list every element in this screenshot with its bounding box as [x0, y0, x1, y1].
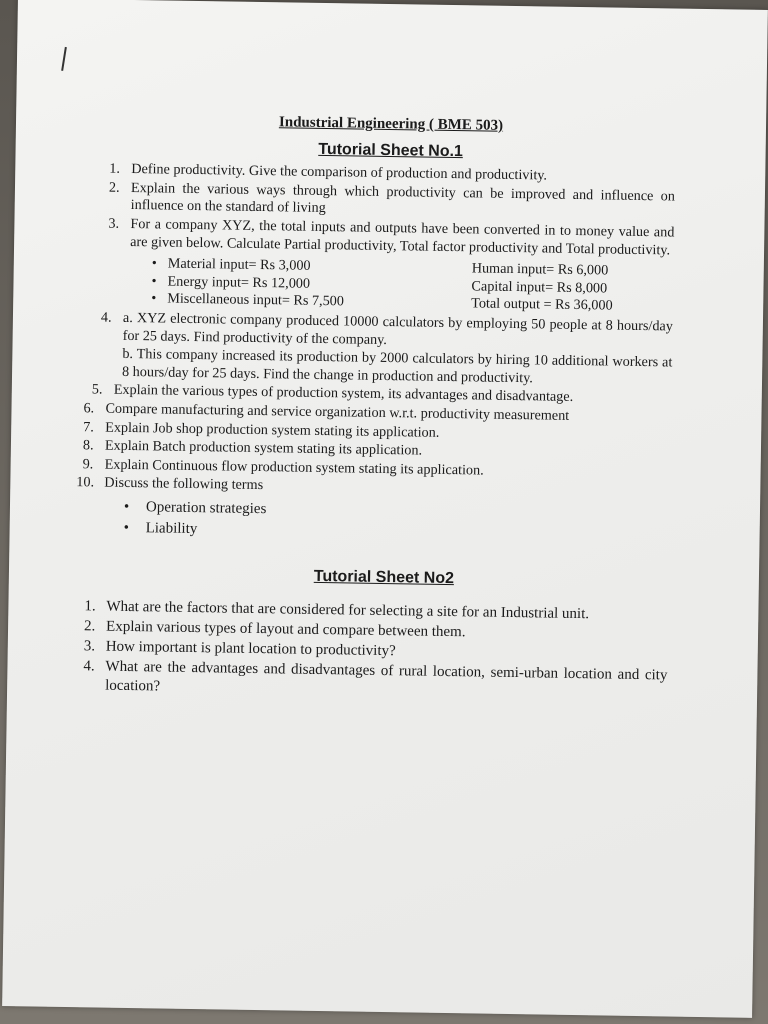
question-4a-text: a. XYZ electronic company produced 10000 calculators by employing 50 people at 8 hours/day for 25 days. Find productivity of the company.	[122, 309, 674, 348]
question-4b-text: b. This company increased its production by 2000 calculators by hiring 10 additional workers at 8 hours/day for 25 days. Find the change in production and productivity.	[121, 345, 673, 387]
question-text: What are the factors that are considered for selecting a site for an Industrial unit.	[106, 599, 590, 623]
terms-list	[103, 496, 670, 547]
question-2: 2. Explain the various ways through which productivity can be improved and influence on influence on the standard of living	[108, 179, 676, 217]
input-item: Total output = Rs 36,000	[471, 295, 613, 314]
input-item: • Miscellaneous input= Rs 7,500	[151, 290, 345, 310]
question-text: How important is plant location to productivity?	[105, 639, 396, 660]
question-text: Define productivity. Give the comparison of production and productivity.	[131, 161, 548, 184]
sheet1-question-list	[76, 160, 676, 548]
question-text: Compare manufacturing and service organization w.r.t. productivity measurement	[105, 400, 570, 424]
question-8: 8. Explain Batch production system stating its application.	[82, 437, 423, 459]
sheet1-title: Tutorial Sheet No.1	[318, 140, 464, 160]
input-item: • Energy input= Rs 12,000	[151, 273, 311, 292]
course-title: Industrial Engineering ( BME 503)	[278, 114, 504, 134]
sheet2-title: Tutorial Sheet No2	[313, 567, 455, 587]
question-6: 6. Compare manufacturing and service organization w.r.t. productivity measurement	[83, 400, 570, 424]
sheet2-question-4: 4. What are the advantages and disadvantages of rural location, semi-urban location and city location?	[83, 658, 668, 695]
question-9: 9. Explain Continuous flow production system stating its application.	[82, 455, 484, 479]
question-text: Explain Batch production system stating its application.	[104, 437, 423, 459]
bullet-icon: •	[123, 519, 130, 536]
bullet-icon: •	[151, 255, 157, 272]
sheet2-question-1: 1. What are the factors that are considered for selecting a site for an Industrial unit.	[84, 598, 590, 623]
input-item: Human input= Rs 6,000	[471, 260, 609, 279]
question-text: For a company XYZ, the total inputs and outputs have been converted in to money value and are given below. Calculate Partial productivity, Total factor productivity and Total productivity.	[130, 215, 675, 259]
question-1: 1. Define productivity. Give the comparison of production and productivity.	[109, 160, 548, 184]
question-5: 5. Explain the various types of production system, its advantages and disadvantage.	[91, 381, 574, 406]
sheet2-question-3: 3. How important is plant location to productivity?	[83, 638, 396, 660]
input-item: • Material input= Rs 3,000	[151, 255, 311, 274]
sheet2-question-list	[83, 598, 668, 705]
bullet-icon: •	[123, 498, 130, 515]
question-4: 4. a. XYZ electronic company produced 10000 calculators by employing 50 people at 8 hours/day for 25 days. Find productivity of the company. b. This company increased its production by 2000 calculators by hiring 10 additional workers at 8 hours/day for 25 days. Find the change in production and productivity.	[96, 309, 673, 389]
bullet-icon: •	[151, 290, 157, 307]
paper-sheet	[2, 0, 768, 1018]
input-item: Capital input= Rs 8,000	[471, 278, 608, 297]
question-text: Discuss the following terms	[104, 474, 264, 494]
input-list-right	[401, 259, 674, 316]
question-text: Explain various types of layout and compare between them.	[105, 619, 466, 641]
pen-mark	[61, 47, 67, 71]
question-text: Explain the various ways through which productivity can be improved and influence on influence on the standard of living	[130, 179, 676, 217]
term-item: • Liability	[123, 519, 198, 537]
input-list-left	[129, 255, 402, 312]
question-text: What are the advantages and disadvantages of rural location, semi-urban location and city location?	[105, 659, 668, 695]
document-content	[76, 112, 676, 706]
bullet-icon: •	[151, 273, 157, 290]
sheet2-question-2: 2. Explain various types of layout and compare between them.	[83, 618, 466, 641]
question-text: Explain the various types of production system, its advantages and disadvantage.	[113, 382, 574, 406]
question-3: 3. For a company XYZ, the total inputs and outputs have been converted in to money value and are given below. Calculate Partial productivity, Total factor productivity and Total productivity. • Material input= Rs 3,000 • Energy input= Rs 12,000 • Miscellaneous input= Rs 7,500 Human input= Rs 6,000 Capital input= Rs 8,000 Total output = Rs 36,000	[103, 216, 674, 317]
question-10: 10. Discuss the following terms • Operation strategies • Liability	[77, 474, 670, 547]
question-text: Explain Continuous flow production system stating its application.	[104, 456, 484, 479]
question-7: 7. Explain Job shop production system stating its application.	[83, 418, 440, 441]
input-values-table	[129, 255, 674, 316]
term-item: • Operation strategies	[123, 498, 267, 518]
question-text: Explain Job shop production system stating its application.	[105, 419, 440, 441]
